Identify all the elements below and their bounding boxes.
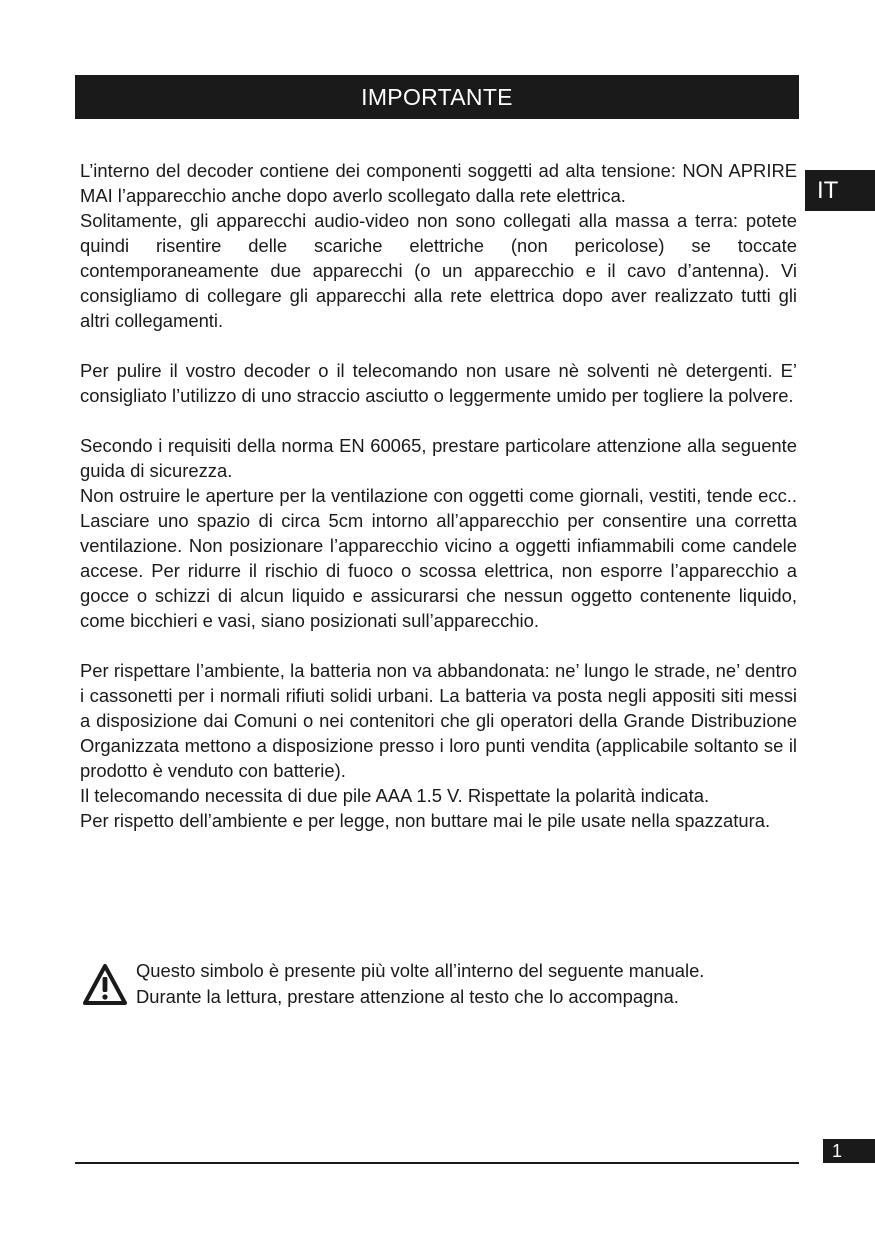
paragraph-ventilation: Non ostruire le aperture per la ventilazione con oggetti come giornali, vestiti, tende ecc.. Lasciare uno spazio di circa 5cm intorno all’apparecchio per consentire una corretta ventilazione. Non posizionare l’apparecchio vicino a oggetti infiammabili come candele accese. Per ridurre il rischio di fuoco o scossa elettrica, non esporre l’apparecchio a gocce o schizzi di alcun liquido e assicurarsi che nessun oggetto contenente liquido, come bicchieri e vasi, siano posizionati sull’apparecchio. — [80, 485, 797, 631]
warning-note — [82, 958, 797, 1010]
body-text — [80, 158, 797, 833]
section-header — [75, 75, 799, 119]
paragraph-remote-batteries: Il telecomando necessita di due pile AAA 1.5 V. Rispettate la polarità indicata. — [80, 785, 710, 806]
page-number — [823, 1139, 875, 1163]
paragraph-environment: Per rispetto dell’ambiente e per legge, non buttare mai le pile usate nella spazzatura. — [80, 810, 771, 831]
paragraph-grounding: Solitamente, gli apparecchi audio-video non sono collegati alla massa a terra: potete quindi risentire delle scariche elettriche (non pericolose) se toccate contemporaneamente due apparecchi (o un apparecchio e il cavo d’antenna). Vi consigliamo di collegare gli apparecchi alla rete elettrica dopo aver realizzato tutti gli altri collegamenti. — [80, 210, 797, 331]
footer-divider — [75, 1162, 799, 1164]
warning-line-1: Questo simbolo è presente più volte all’interno del seguente manuale. — [136, 960, 705, 981]
paragraph-safety-norm: Secondo i requisiti della norma EN 60065, prestare particolare attenzione alla seguente guida di sicurezza. — [80, 435, 797, 481]
language-label: IT — [817, 176, 839, 204]
warning-triangle-icon — [82, 962, 128, 1008]
paragraph-battery-disposal: Per rispettare l’ambiente, la batteria non va abbandonata: ne’ lungo le strade, ne’ dentro i cassonetti per i normali rifiuti solidi urbani. La batteria va posta negli appositi siti messi a disposizione dai Comuni o nei contenitori che gli operatori della Grande Distribuzione Organizzata mettono a disposizione presso i loro punti vendita (applicabile soltanto se il prodotto è venduto con batterie). — [80, 660, 797, 781]
paragraph-cleaning: Per pulire il vostro decoder o il telecomando non usare nè solventi nè detergenti. E’ consigliato l’utilizzo di uno straccio asciutto o leggermente umido per togliere la polvere. — [80, 360, 797, 406]
warning-line-2: Durante la lettura, prestare attenzione al testo che lo accompagna. — [136, 986, 679, 1007]
page-number-label: 1 — [832, 1141, 843, 1161]
paragraph-high-voltage: L’interno del decoder contiene dei componenti soggetti ad alta tensione: NON APRIRE MAI l’apparecchio anche dopo averlo scollegato dalla rete elettrica. — [80, 160, 797, 206]
section-title: IMPORTANTE — [361, 83, 513, 110]
language-tab — [805, 170, 875, 211]
